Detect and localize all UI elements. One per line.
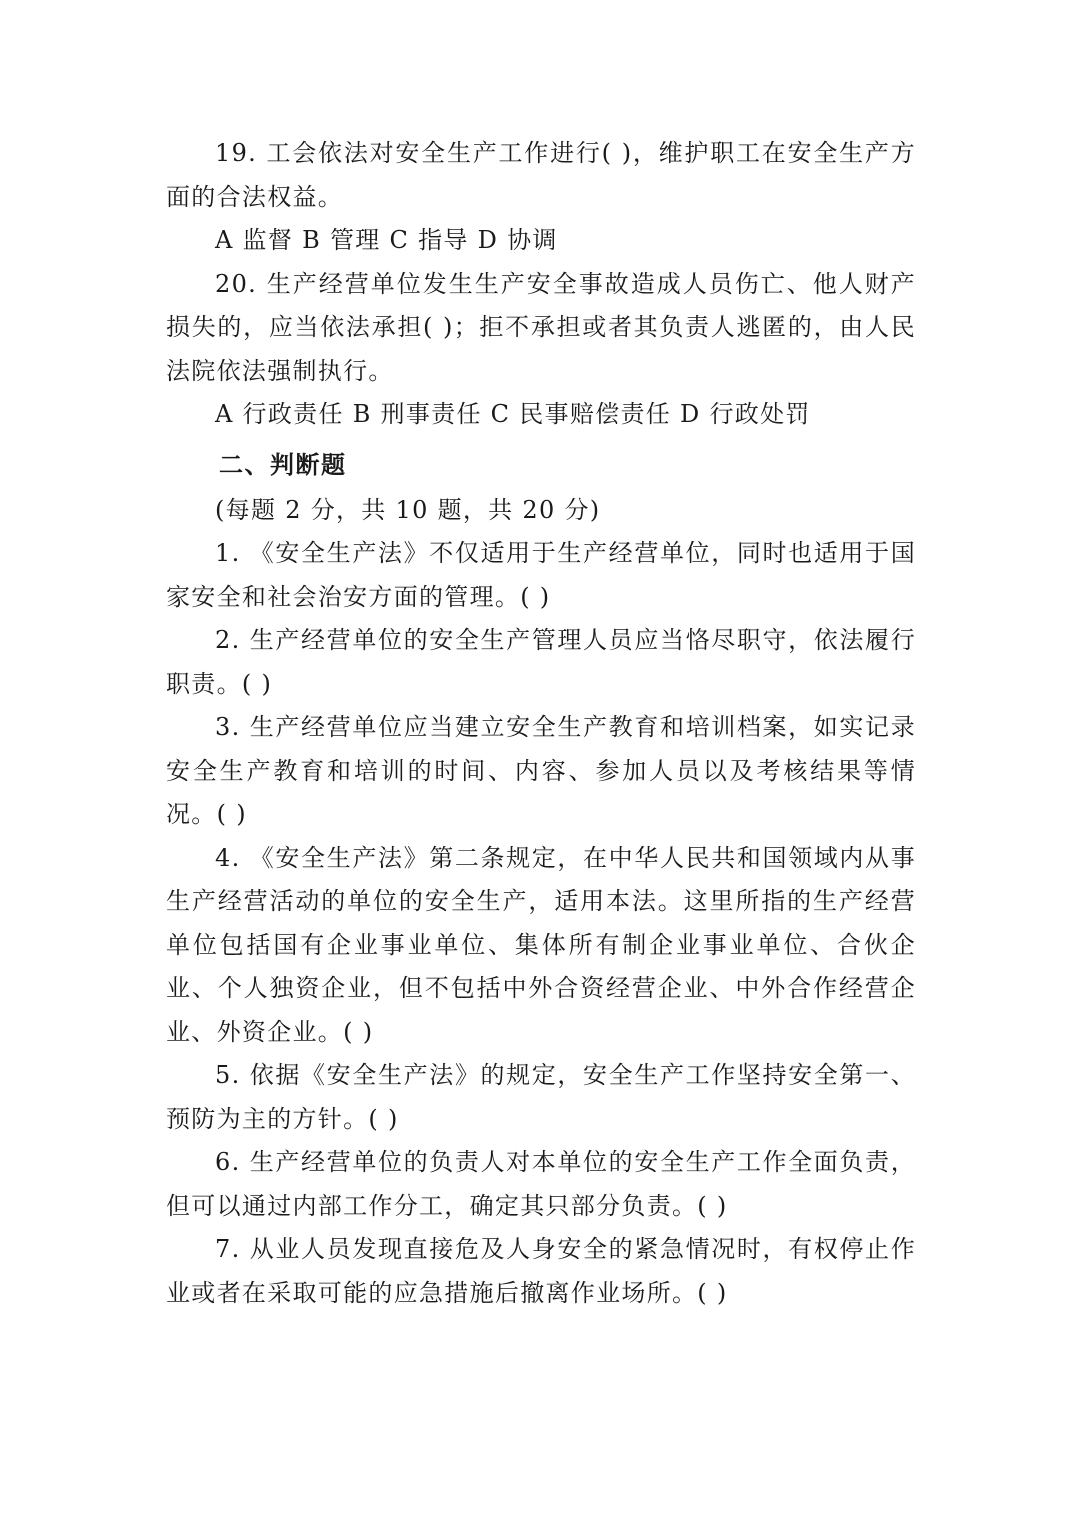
tf-item-2: 2. 生产经营单位的安全生产管理人员应当恪尽职守，依法履行职责。( ) [166,626,916,698]
document-body [166,132,916,1315]
tf-item-5: 5. 依据《安全生产法》的规定，安全生产工作坚持安全第一、预防为主的方针。( ) [166,1061,916,1133]
question-20-options: A 行政责任 B 刑事责任 C 民事赔偿责任 D 行政处罚 [215,400,811,428]
tf-item-3: 3. 生产经营单位应当建立安全生产教育和培训档案，如实记录安全生产教育和培训的时间、内容、参加人员以及考核结果等情况。( ) [166,713,916,828]
section-heading-true-false: 二、判断题 [219,450,347,479]
tf-item-4: 4. 《安全生产法》第二条规定，在中华人民共和国领域内从事生产经营活动的单位的安全生产，适用本法。这里所指的生产经营单位包括国有企业事业单位、集体所有制企业事业单位、合伙企业、个人独资企业，但不包括中外合资经营企业、中外合作经营企业、外资企业。( ) [166,843,916,1046]
question-19-options: A 监督 B 管理 C 指导 D 协调 [215,226,558,254]
tf-item-1: 1. 《安全生产法》不仅适用于生产经营单位，同时也适用于国家安全和社会治安方面的管理。( ) [166,539,916,611]
tf-item-6: 6. 生产经营单位的负责人对本单位的安全生产工作全面负责，但可以通过内部工作分工，确定其只部分负责。( ) [166,1148,916,1220]
tf-item-7: 7. 从业人员发现直接危及人身安全的紧急情况时，有权停止作业或者在采取可能的应急措施后撤离作业场所。( ) [166,1235,916,1307]
question-19-stem: 19. 工会依法对安全生产工作进行( )，维护职工在安全生产方面的合法权益。 [166,139,916,211]
question-20-stem: 20. 生产经营单位发生生产安全事故造成人员伤亡、他人财产损失的，应当依法承担( )；拒不承担或者其负责人逃匿的，由人民法院依法强制执行。 [166,269,916,385]
section-scoring-note: (每题 2 分，共 10 题，共 20 分) [215,495,601,524]
